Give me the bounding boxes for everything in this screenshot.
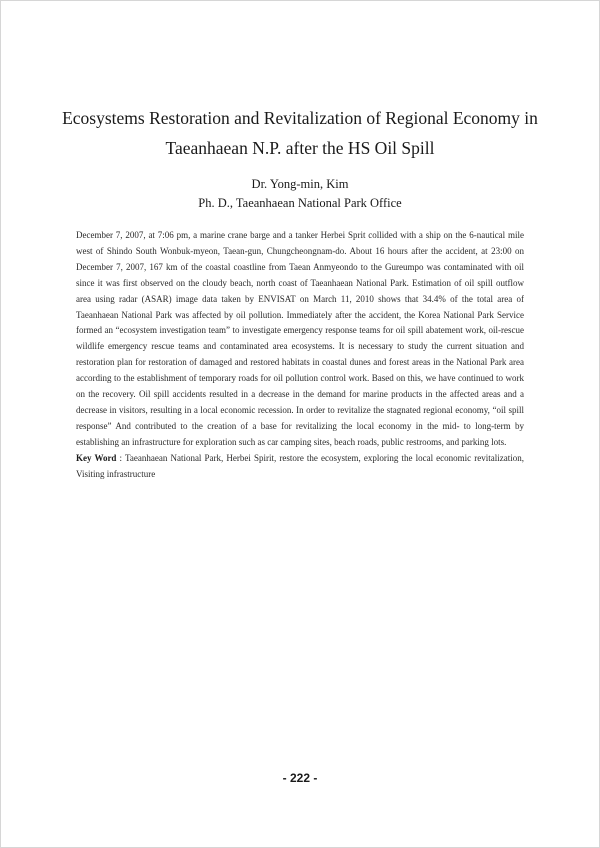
paper-title-line-1: Ecosystems Restoration and Revitalization of Regional Economy in xyxy=(62,108,538,128)
abstract-block xyxy=(76,228,524,483)
page-number: - 222 - xyxy=(282,771,318,785)
abstract-text: December 7, 2007, at 7:06 pm, a marine crane barge and a tanker Herbei Sprit collided with a ship on the 6-nautical mile west of Shindo South Wonbuk-myeon, Taean-gun, Chungcheongnam-do. About 16 hours after the accident, at 23:00 on December 7, 2007, 167 km of the coastal coastline from Taean Anmyeondo to the Gureumpo was contaminated with oil since it was first observed on the cloudy beach, north coast of Taeanhaean National Park. Estimation of oil spill outflow area using radar (ASAR) image data taken by ENVISAT on March 11, 2010 shows that 34.4% of the total area of Taeanhaean National Park was affected by oil pollution. Immediately after the accident, the Korea National Park Service formed an “ecosystem investigation team” to investigate emergency response teams for oil spill abatement work, oil-rescue wildlife emergency rescue teams and contaminated area ecosystems. It is necessary to study the current situation and restoration plan for restoration of damaged and restored habitats in coastal dunes and forest areas in the National Park area according to the establishment of temporary roads for oil pollution control work. Based on this, we have continued to work on the recovery. Oil spill accidents resulted in a decrease in the demand for marine products in the affected areas and a decrease in visitors, resulting in a local economic recession. In order to revitalize the stagnated regional economy, “oil spill response” And contributed to the creation of a base for revitalizing the local economy in the mid- to long-term by establishing an infrastructure for exploration such as car camping sites, beach roads, public restrooms, and parking lots. xyxy=(76,230,524,447)
author-name: Dr. Yong-min, Kim xyxy=(251,177,349,191)
keywords-paragraph xyxy=(76,451,524,483)
keywords-text: : Taeanhaean National Park, Herbei Spirit, restore the ecosystem, exploring the local economic revitalization, Visiting infrastructure xyxy=(76,452,524,479)
paper-title-line-2: Taeanhaean N.P. after the HS Oil Spill xyxy=(165,138,435,158)
author-affiliation: Ph. D., Taeanhaean National Park Office xyxy=(198,196,402,210)
keywords-label: Key Word xyxy=(76,452,117,463)
